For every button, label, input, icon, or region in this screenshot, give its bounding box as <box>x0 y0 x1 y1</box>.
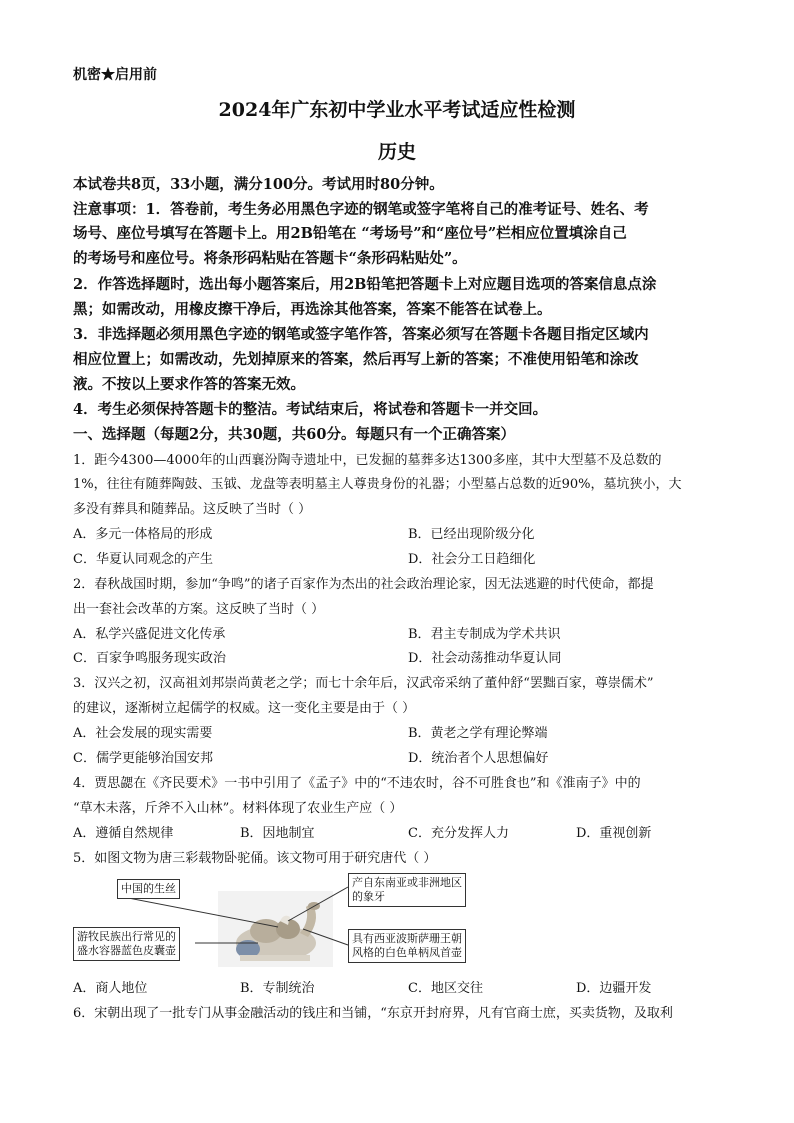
question-5-option-d: D．边疆开发 <box>576 981 652 996</box>
question-1-option-c: C．华夏认同观念的产生 <box>73 552 213 567</box>
question-1-option-d: D．社会分工日趋细化 <box>408 552 536 567</box>
question-3-option-c: C．儒学更能够治国安邦 <box>73 751 213 766</box>
exam-title: 2024年广东初中学业水平考试适应性检测 <box>218 99 576 121</box>
question-1-stem: 多没有葬具和随葬品。这反映了当时（ ） <box>73 502 312 517</box>
question-5-option-a: A．商人地位 <box>73 981 148 996</box>
callout-text: 中国的生丝 <box>121 882 176 895</box>
question-2-option-b: B．君主专制成为学术共识 <box>408 627 561 642</box>
callout-text: 具有西亚波斯萨珊王朝 <box>352 932 462 945</box>
question-2-stem: 出一套社会改革的方案。这反映了当时（ ） <box>73 602 325 617</box>
instruction-line: 2．作答选择题时，选出每小题答案后，用2B铅笔把答题卡上对应题目选项的答案信息点涂 <box>73 276 657 293</box>
subject-title: 历史 <box>377 141 416 163</box>
callout-ivory <box>348 873 466 907</box>
instruction-line: 液。不按以上要求作答的答案无效。 <box>73 376 305 393</box>
question-2-option-d: D．社会动荡推动华夏认同 <box>408 651 562 666</box>
question-3-stem: 3．汉兴之初，汉高祖刘邦崇尚黄老之学；而七十余年后，汉武帝采纳了董仲舒“罢黜百家，尊崇儒术” <box>73 676 654 691</box>
question-4-option-b: B．因地制宜 <box>240 826 315 841</box>
instruction-line: 的考场号和座位号。将条形码粘贴在答题卡“条形码粘贴处”。 <box>73 250 467 267</box>
question-4-option-a: A．遵循自然规律 <box>73 826 174 841</box>
question-2-stem: 2．春秋战国时期，参加“争鸣”的诸子百家作为杰出的社会政治理论家，因无法逃避的时代使命，都提 <box>73 577 654 592</box>
callout-phoenix-ewer <box>348 929 466 963</box>
question-4-option-d: D．重视创新 <box>576 826 652 841</box>
question-6-stem: 6．宋朝出现了一批专门从事金融活动的钱庄和当铺，“东京开封府界，凡有官商士庶，买卖货物，及取利 <box>73 1006 673 1021</box>
instruction-line: 黑；如需改动，用橡皮擦干净后，再选涂其他答案，答案不能答在试卷上。 <box>73 301 552 318</box>
instruction-line: 本试卷共8页，33小题，满分100分。考试用时80分钟。 <box>73 176 444 193</box>
question-4-stem: 4．贾思勰在《齐民要术》一书中引用了《孟子》中的“不违农时，谷不可胜食也”和《淮南子》中的 <box>73 776 641 791</box>
question-4-option-c: C．充分发挥人力 <box>408 826 509 841</box>
question-3-option-d: D．统治者个人思想偏好 <box>408 751 549 766</box>
question-2-option-a: A．私学兴盛促进文化传承 <box>73 627 226 642</box>
question-5-stem: 5．如图文物为唐三彩载物卧驼俑。该文物可用于研究唐代（ ） <box>73 851 437 866</box>
confidential-label: 机密★启用前 <box>73 67 157 83</box>
question-5-option-b: B．专制统治 <box>240 981 315 996</box>
question-3-option-b: B．黄老之学有理论弊端 <box>408 726 548 741</box>
instruction-line: 注意事项：1．答卷前，考生务必用黑色字迹的钢笔或签字笔将自己的准考证号、姓名、考 <box>73 201 649 218</box>
question-3-stem: 的建议，逐渐树立起儒学的权威。这一变化主要是由于（ ） <box>73 701 416 716</box>
camel-figurine-figure <box>73 869 503 973</box>
question-1-stem: 1．距今4300—4000年的山西襄汾陶寺遗址中，已发掘的墓葬多达1300多座，其中大型墓不及总数的 <box>73 453 662 468</box>
callout-text: 产自东南亚或非洲地区 <box>352 876 462 889</box>
question-1-option-a: A．多元一体格局的形成 <box>73 527 213 542</box>
callout-text: 风格的白色单柄凤首壶 <box>352 946 462 959</box>
question-3-option-a: A．社会发展的现实需要 <box>73 726 213 741</box>
instruction-line: 相应位置上；如需改动，先划掉原来的答案，然后再写上新的答案；不准使用铅笔和涂改 <box>73 351 639 368</box>
question-1-stem: 1%，往往有随葬陶鼓、玉钺、龙盘等表明墓主人尊贵身份的礼器；小型墓占总数的近90%，墓坑狭小，大 <box>73 477 682 492</box>
question-5-option-c: C．地区交往 <box>408 981 483 996</box>
callout-text: 的象牙 <box>352 890 385 903</box>
question-2-option-c: C．百家争鸣服务现实政治 <box>73 651 226 666</box>
callout-leather-flask <box>73 927 180 961</box>
callout-text: 游牧民族出行常见的 <box>77 930 176 943</box>
callout-raw-silk <box>117 879 180 899</box>
instruction-line: 场号、座位号填写在答题卡上。用2B铅笔在 “考场号”和“座位号”栏相应位置填涂自己 <box>73 225 627 242</box>
instruction-line: 3．非选择题必须用黑色字迹的钢笔或签字笔作答，答案必须写在答题卡各题目指定区域内 <box>73 326 649 343</box>
section-heading: 一、选择题（每题2分，共30题，共60分。每题只有一个正确答案） <box>73 426 515 443</box>
question-1-option-b: B．已经出现阶级分化 <box>408 527 535 542</box>
instruction-line: 4．考生必须保持答题卡的整洁。考试结束后，将试卷和答题卡一并交回。 <box>73 401 548 418</box>
question-4-stem: “草木未落，斤斧不入山林”。材料体现了农业生产应（ ） <box>73 801 403 816</box>
callout-text: 盛水容器蓝色皮囊壶 <box>77 944 176 957</box>
